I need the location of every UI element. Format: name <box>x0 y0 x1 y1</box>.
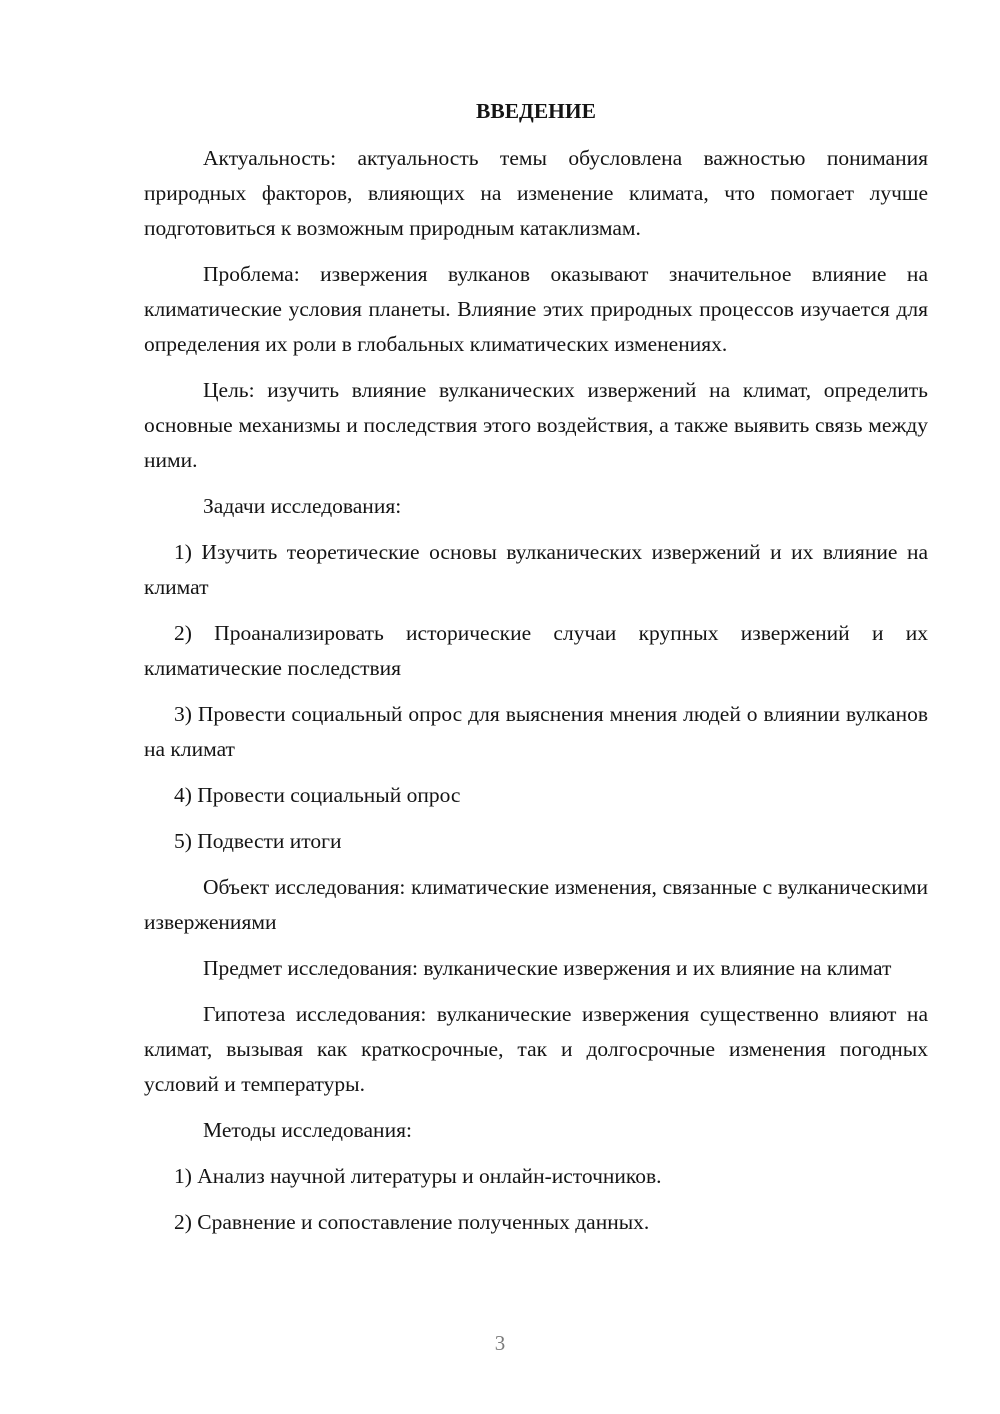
object-paragraph: Объект исследования: климатические изменения, связанные с вулканическими извержениями <box>144 875 928 934</box>
page-content <box>144 94 928 1251</box>
task-item: 1) Изучить теоретические основы вулканических извержений и их влияние на климат <box>144 540 928 599</box>
method-item: 1) Анализ научной литературы и онлайн-источников. <box>174 1164 662 1188</box>
hypothesis-paragraph: Гипотеза исследования: вулканические извержения существенно влияют на климат, вызывая как краткосрочные, так и долгосрочные изменения погодных условий и температуры. <box>144 1002 928 1096</box>
task-item: 3) Провести социальный опрос для выяснения мнения людей о влиянии вулканов на климат <box>144 702 928 761</box>
task-item: 4) Провести социальный опрос <box>174 783 461 807</box>
page-number: 3 <box>494 1331 506 1355</box>
subject-paragraph: Предмет исследования: вулканические извержения и их влияние на климат <box>203 956 892 980</box>
methods-heading: Методы исследования: <box>203 1118 412 1142</box>
task-item: 5) Подвести итоги <box>174 829 342 853</box>
section-title: ВВЕДЕНИЕ <box>476 99 596 123</box>
method-item: 2) Сравнение и сопоставление полученных данных. <box>174 1210 650 1234</box>
relevance-paragraph: Актуальность: актуальность темы обусловлена важностью понимания природных факторов, влияющих на изменение климата, что помогает лучше подготовиться к возможным природным катаклизмам. <box>144 146 928 240</box>
tasks-heading: Задачи исследования: <box>203 494 402 518</box>
goal-paragraph: Цель: изучить влияние вулканических извержений на климат, определить основные механизмы и последствия этого воздействия, а также выявить связь между ними. <box>144 378 928 472</box>
problem-paragraph: Проблема: извержения вулканов оказывают значительное влияние на климатические условия планеты. Влияние этих природных процессов изучается для определения их роли в глобальных климатических изменениях. <box>144 262 928 356</box>
task-item: 2) Проанализировать исторические случаи крупных извержений и их климатические последствия <box>144 621 928 680</box>
